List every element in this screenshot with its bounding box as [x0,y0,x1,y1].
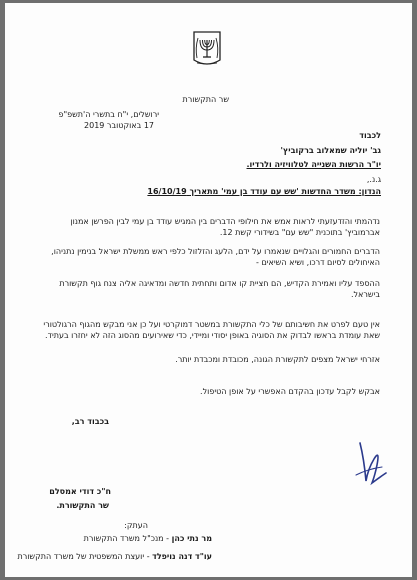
subject-line [147,187,381,197]
letterhead-office: שר התקשורת [182,95,229,104]
subject-date: 16/10/19 [147,187,187,196]
body-paragraph-5: אזרחי ישראל מצפים לתקשורת הגונה, מכובדת ומכבדת יותר. [175,355,380,364]
closing-regards: בכבוד רב, [71,417,109,426]
cc-role: - מנכ"ל משרד התקשורת [83,534,172,543]
recipient-name: גב' יוליה שמאלוב ברקוביץ' [280,146,381,155]
salutation: לכבוד [359,131,381,140]
body-paragraph-2: הדברים החמורים והגלויים שנאמרו על ידם, הלעג והזלזול כלפי ראש ממשלת ישראל בנימין נתניהו, האיחולים לסיום דרכו, ושיא השיאים - [51,247,380,267]
cc-label: העתק: [124,521,148,530]
subject-text: משדר החדשות 'שש עם עודד בן עמי' מתאריך [189,187,356,196]
cc-name: עו"ד דנה נויפלד [152,552,212,561]
greeting: ג.נ., [366,175,381,184]
body-paragraph-6: אבקש לקבל עדכון בהקדם האפשרי על אופן הטיפול. [200,387,380,396]
menorah-emblem-icon [192,30,222,68]
signer-role: שר התקשורת. [56,501,109,510]
letter-page [5,3,412,577]
date-gregorian: 17 באוקטובר 2019 [84,121,154,130]
cc-item [84,534,212,544]
body-paragraph-3: ההספד עליו ואמירת הקדיש, הם חציית קו אדום ותחתית חדשה ומדאיגה אליה צנח גוף תקשורת בישראל. [59,279,380,299]
handwritten-signature-icon [350,439,390,487]
cc-role: - יועצת המשפטית של משרד התקשורת [17,552,153,561]
date-hebrew: ירושלים, י"ח בתשרי ה'תשפ"פ [58,110,159,119]
recipient-title: יו"ר הרשות השנייה לטלוויזיה ולרדיו. [246,160,381,169]
cc-item [17,552,212,562]
signer-name: ח"כ דודי אמסלם [49,487,111,496]
cc-name: מר נתי כהן [171,534,212,543]
body-paragraph-1: נדהמתי והזדעזעתי לראות אמש את חילופי הדברים בין המגיש עודד בן עמי לבין הפרשן אמנון אברמוביץ' בתוכנית "שש עם" בשידורי קשת 12. [70,217,380,237]
subject-label: הנדון: [358,187,381,196]
body-paragraph-4: אין טעם לפרט את חשיבותם של כלי התקשורת במשטר דמוקרטי ועל כן אני מבקש מהגוף הרגולטורי שאת עומדת בראשו לבדוק את הסוגיה באופן יסודי ומיידי, כדי שאירועים מהסוג הזה לא יחזרו בעתיד. [43,320,380,340]
